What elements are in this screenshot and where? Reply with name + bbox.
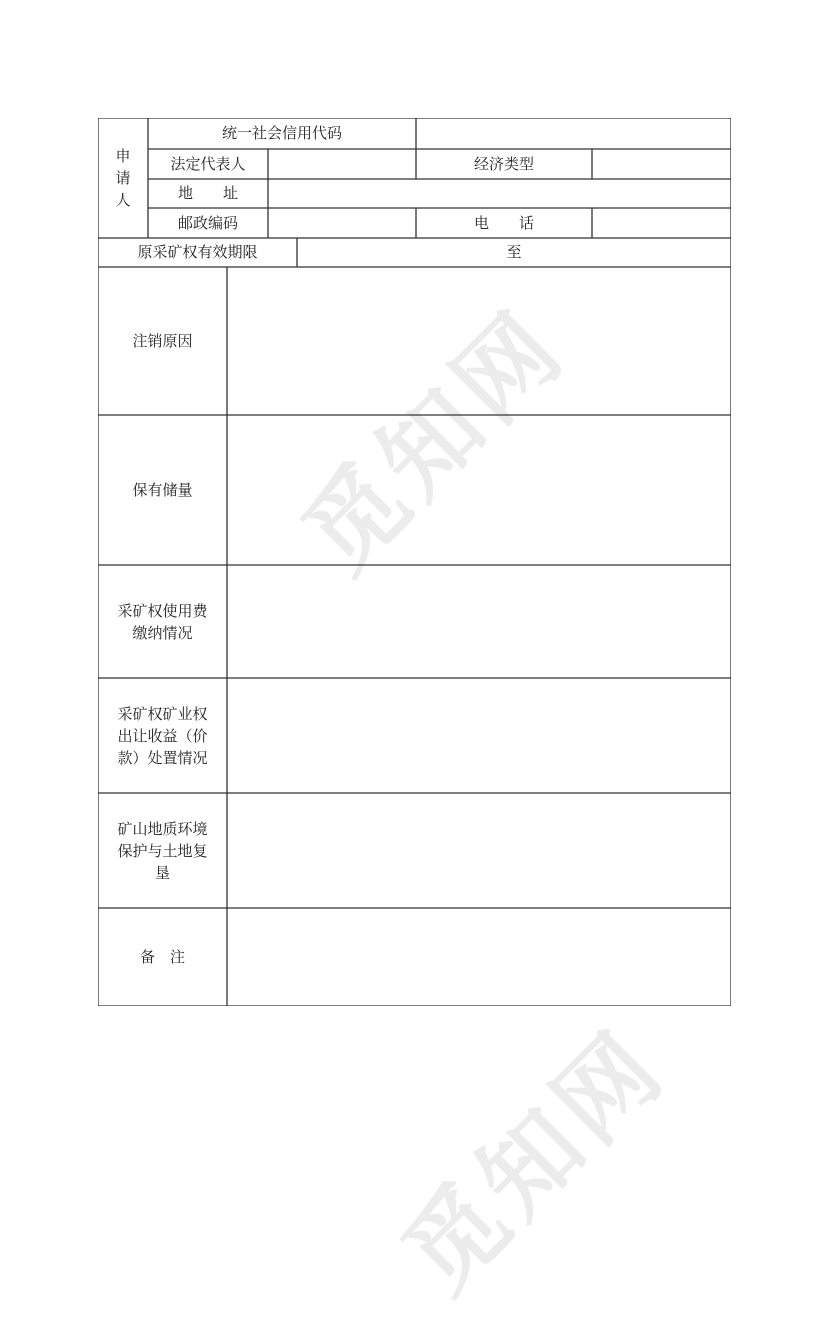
transfer-proceeds-label: 采矿权矿业权 出让收益（价 款）处置情况 [117, 704, 208, 767]
phone-field[interactable] [592, 208, 731, 238]
validity-period-field[interactable] [297, 238, 731, 267]
remaining-reserves-field[interactable] [227, 415, 731, 565]
postal-code-field[interactable] [268, 208, 416, 238]
remarks-label: 备 注 [139, 947, 185, 966]
address-label: 地 址 [177, 184, 238, 202]
remaining-reserves-label: 保有储量 [132, 480, 193, 499]
postal-code-label: 邮政编码 [177, 213, 238, 232]
legal-rep-field[interactable] [268, 149, 416, 179]
econ-type-field[interactable] [592, 149, 731, 179]
applicant-section-label: 申 请 人 [115, 147, 131, 209]
watermark: 觅知网 [282, 288, 588, 595]
cancellation-form-table [98, 118, 731, 1006]
cancellation-reason-field[interactable] [227, 267, 731, 415]
watermark-bottom: 觅知网 [382, 1008, 688, 1315]
environment-reclamation-field[interactable] [227, 793, 731, 908]
validity-label: 原采矿权有效期限 [137, 243, 258, 261]
credit-code-field[interactable] [416, 118, 731, 149]
validity-separator: 至 [506, 243, 522, 261]
phone-label: 电 话 [473, 213, 534, 232]
econ-type-label: 经济类型 [473, 154, 534, 173]
remarks-field[interactable] [227, 908, 731, 1006]
credit-code-label: 统一社会信用代码 [221, 124, 342, 142]
address-field[interactable] [268, 179, 731, 208]
transfer-proceeds-field[interactable] [227, 678, 731, 793]
environment-reclamation-label: 矿山地质环境 保护与土地复 垦 [117, 819, 208, 882]
cancellation-reason-label: 注销原因 [132, 331, 193, 350]
usage-fee-label: 采矿权使用费 缴纳情况 [117, 601, 208, 642]
legal-rep-label: 法定代表人 [170, 154, 246, 173]
usage-fee-field[interactable] [227, 565, 731, 678]
